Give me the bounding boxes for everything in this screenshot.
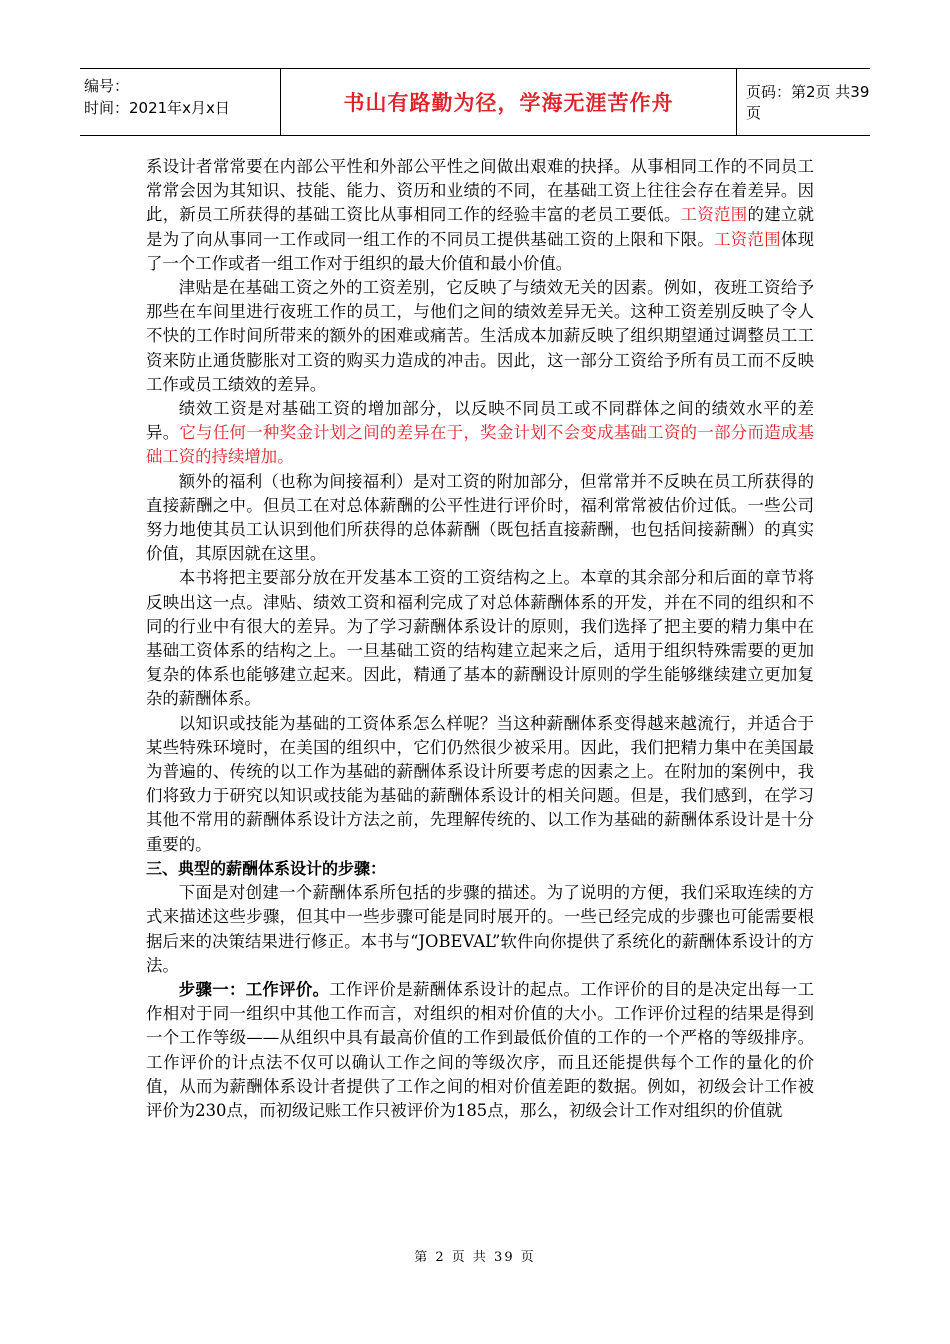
paragraph: 本书将把主要部分放在开发基本工资的工资结构之上。本章的其余部分和后面的章节将反映出这一点。津贴、绩效工资和福利完成了对总体薪酬体系的开发，并在不同的组织和不同的行业中有很大的差异。为了学习薪酬体系设计的原则，我们选择了把主要的精力集中在基础工资体系的结构之上。一旦基础工资的结构建立起来之后，适用于组织特殊需要的更加复杂的体系也能够建立起来。因此，精通了基本的薪酬设计原则的学生能够继续建立更加复杂的薪酬体系。 xyxy=(146,568,814,709)
document-body xyxy=(146,155,814,1123)
paragraph: 以知识或技能为基础的工资体系怎么样呢？当这种薪酬体系变得越来越流行，并适合于某些特殊环境时，在美国的组织中，它们仍然很少被采用。因此，我们把精力集中在美国最为普遍的、传统的以工作为基础的薪酬体系设计所要考虑的因素之上。在附加的案例中，我们将致力于研究以知识或技能为基础的薪酬体系设计的相关问题。但是，我们感到，在学习其他不常用的薪酬体系设计方法之前，先理解传统的、以工作为基础的薪酬体系设计是十分重要的。 xyxy=(146,713,814,854)
step-title: 步骤一：工作评价。 xyxy=(178,979,330,999)
paragraph: 津贴是在基础工资之外的工资差别，它反映了与绩效无关的因素。例如，夜班工资给予那些在车间里进行夜班工作的员工，与他们之间的绩效差异无关。这种工资差别反映了令人不快的工作时间所带来的额外的困难或痛苦。生活成本加薪反映了组织期望通过调整员工工资来防止通货膨胀对工资的购买力造成的冲击。因此，这一部分工资给予所有员工而不反映工作或员工绩效的差异。 xyxy=(146,278,814,394)
paragraph: 下面是对创建一个薪酬体系所包括的步骤的描述。为了说明的方便，我们采取连续的方式来描述这些步骤，但其中一些步骤可能是同时展开的。一些已经完成的步骤也可能需要根据后来的决策结果进行修正。本书与“JOBEVAL”软件向你提供了系统化的薪酬体系设计的方法。 xyxy=(146,883,814,975)
document-number-label: 编号： xyxy=(84,77,130,95)
paragraph: 系设计者常常要在内部公平性和外部公平性之间做出艰难的抉择。从事相同工作的不同员工常常会因为其知识、技能、能力、资历和业绩的不同，在基础工资上往往会存在着差异。因此，新员工所获得的基础工资比从事相同工作的经验丰富的老员工要低。工资范围的建立就是为了向从事同一工作或同一组工作的不同员工提供基础工资的上限和下限。工资范围体现了一个工作或者一组工作对于组织的最大价值和最小价值。 xyxy=(146,157,815,273)
document-date: 时间：2021年x月x日 xyxy=(84,99,230,117)
header-page-info: 页码：第2页 共39页 xyxy=(746,83,870,122)
paragraph: 绩效工资是对基础工资的增加部分，以反映不同员工或不同群体之间的绩效水平的差异。它与任何一种奖金计划之间的差异在于，奖金计划不会变成基础工资的一部分而造成基础工资的持续增加。 xyxy=(146,399,815,467)
highlight-term: 工资范围 xyxy=(680,205,748,225)
highlight-sentence: 它与任何一种奖金计划之间的差异在于，奖金计划不会变成基础工资的一部分而造成基础工资的持续增加。 xyxy=(146,423,815,467)
header-meta xyxy=(84,75,274,119)
header-motto: 书山有路勤为径，学海无涯苦作舟 xyxy=(343,91,674,115)
page-header xyxy=(80,68,870,136)
paragraph: 步骤一：工作评价。工作评价是薪酬体系设计的起点。工作评价的目的是决定出每一工作相对于同一组织中其他工作而言，对组织的相对价值的大小。工作评价过程的结果是得到一个工作等级——从组织中具有最高价值的工作到最低价值的工作的一个严格的等级排序。工作评价的计点法不仅可以确认工作之间的等级次序，而且还能提供每个工作的量化的价值，从而为薪酬体系设计者提供了工作之间的相对价值差距的数据。例如，初级会计工作被评价为230点，而初级记账工作只被评价为185点，那么，初级会计工作对组织的价值就 xyxy=(146,979,815,1120)
section-heading: 三、典型的薪酬体系设计的步骤： xyxy=(146,858,387,878)
highlight-term: 工资范围 xyxy=(714,229,781,249)
paragraph: 额外的福利（也称为间接福利）是对工资的附加部分，但常常并不反映在员工所获得的直接薪酬之中。但员工在对总体薪酬的公平性进行评价时，福利常常被估价过低。一些公司努力地使其员工认识到他们所获得的总体薪酬（既包括直接薪酬，也包括间接薪酬）的真实价值，其原因就在这里。 xyxy=(146,471,814,564)
header-divider xyxy=(736,69,737,135)
page-footer: 第 2 页 共 39 页 xyxy=(414,1250,536,1265)
